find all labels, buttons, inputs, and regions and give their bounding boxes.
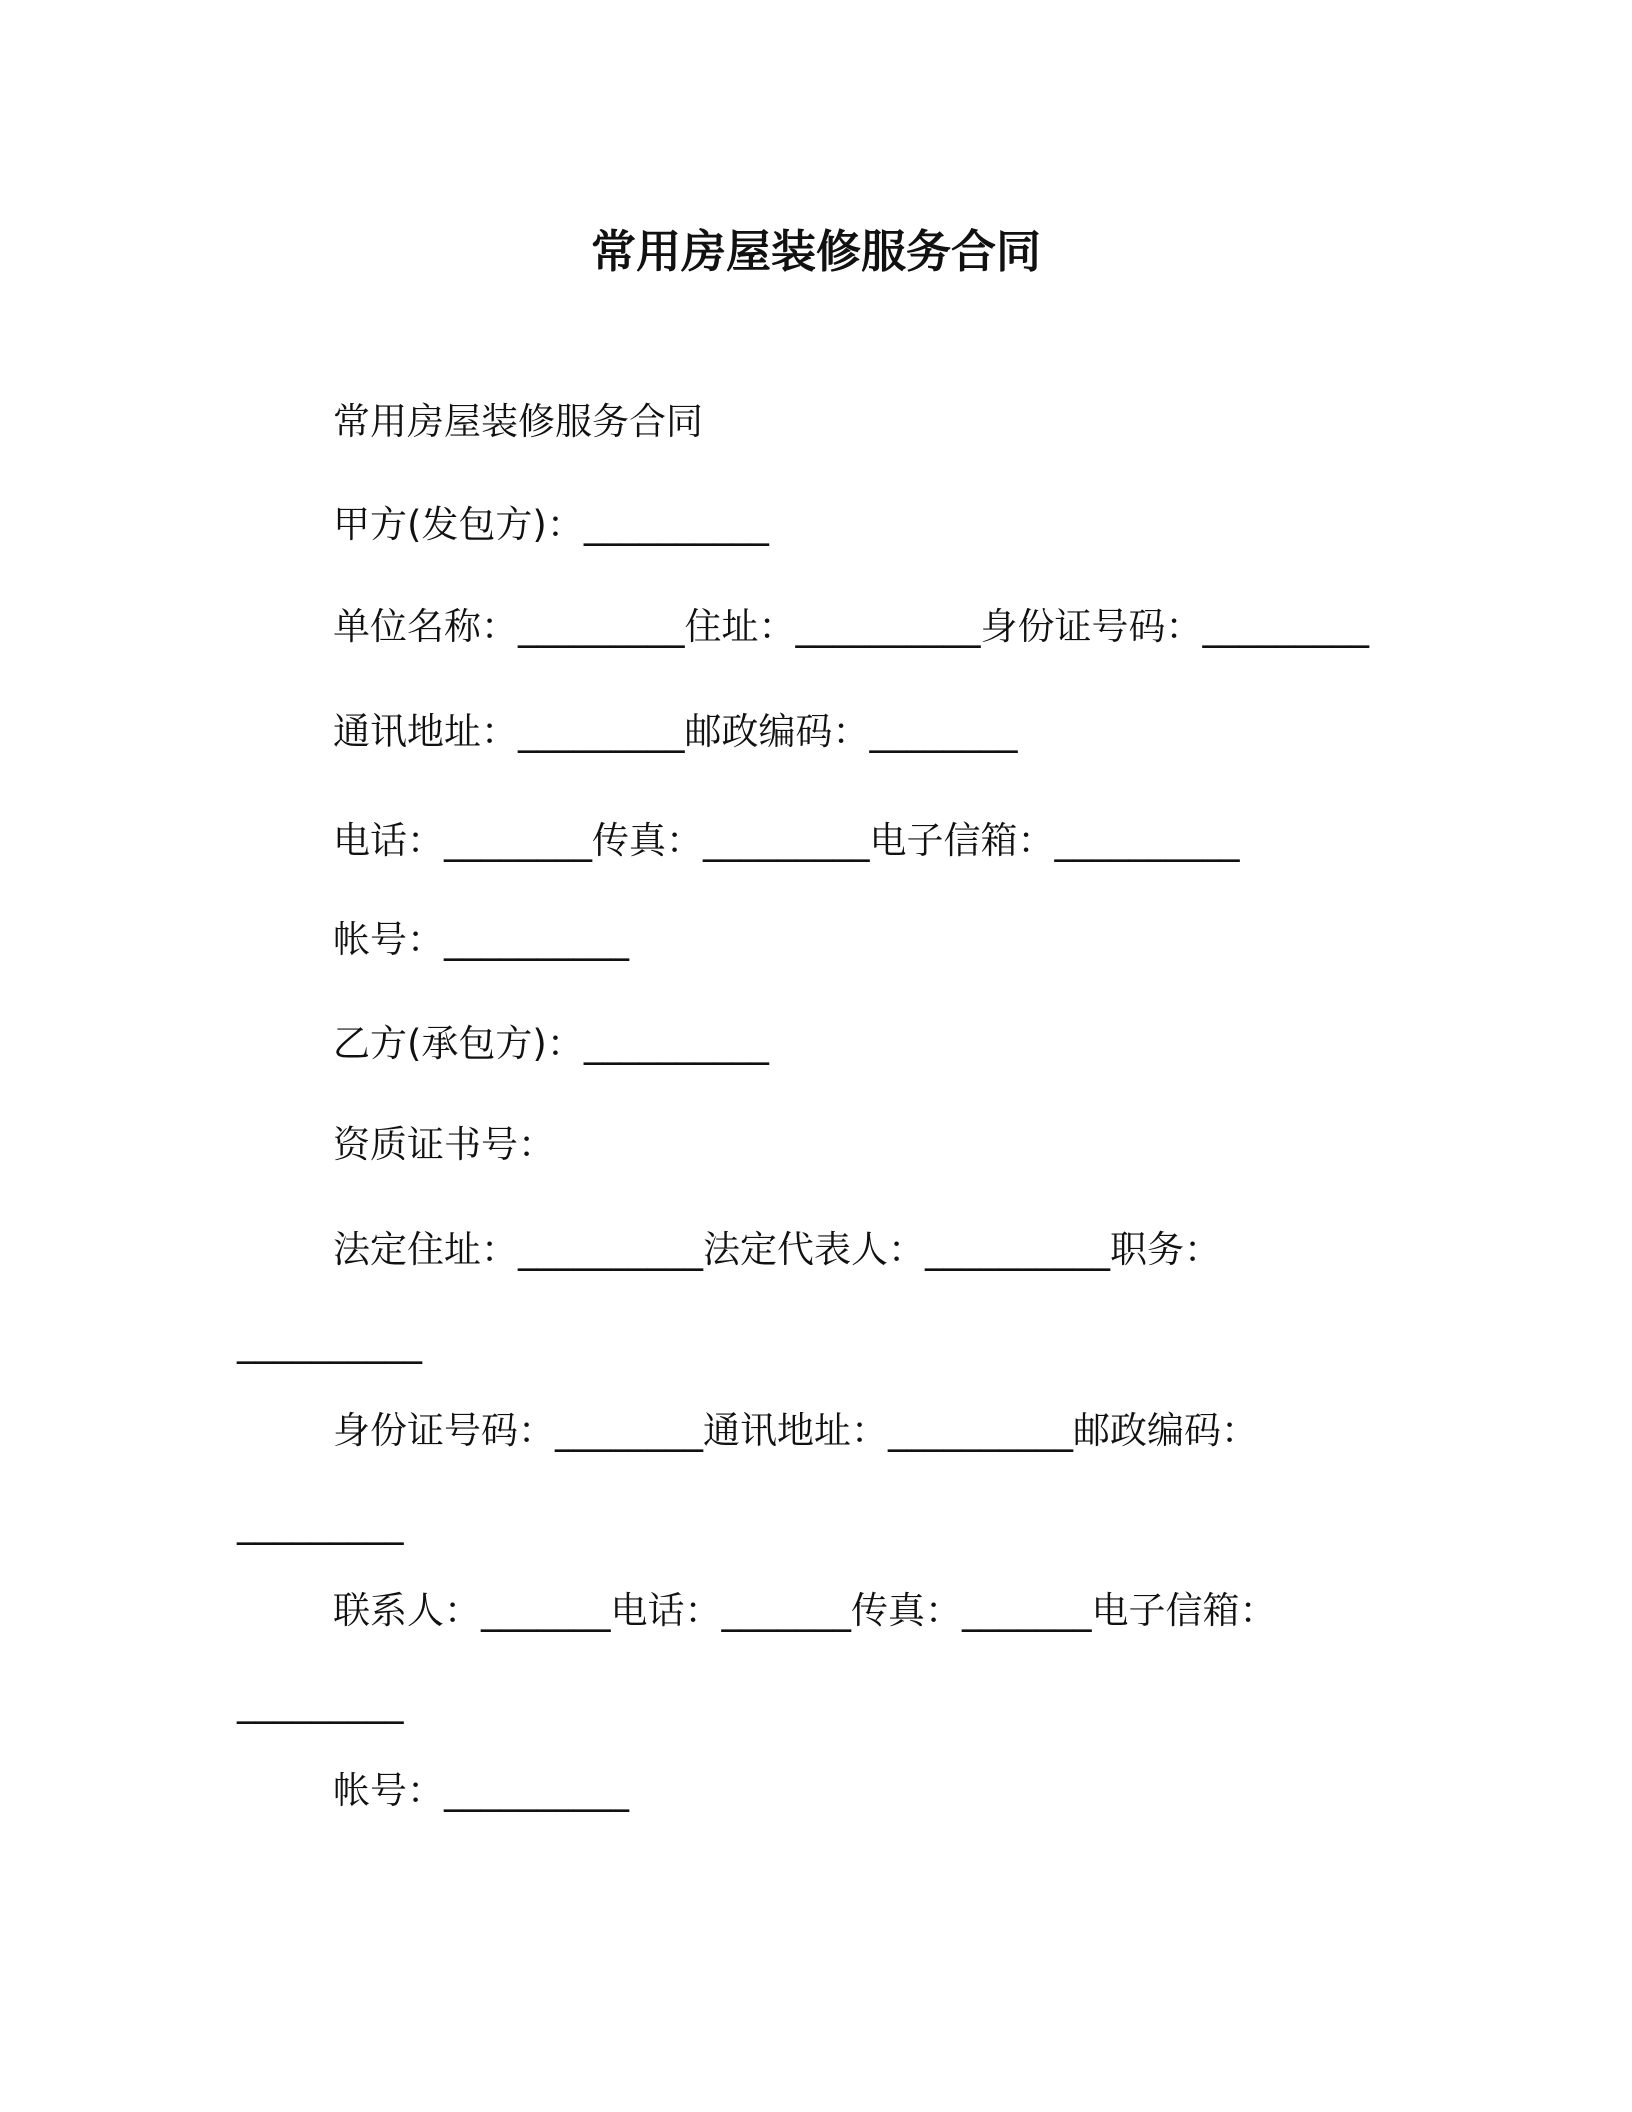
party-a-line: 甲方(发包方)：__________: [333, 503, 769, 546]
contract-subtitle: 常用房屋装修服务合同: [333, 400, 703, 443]
party-a-phone-fax-email-line: 电话：________传真：_________电子信箱：__________: [333, 819, 1240, 862]
party-b-postcode-blank-line: _________: [237, 1502, 404, 1545]
party-a-account-line: 帐号：__________: [333, 918, 629, 961]
party-b-line: 乙方(承包方)：__________: [333, 1022, 769, 1065]
party-b-email-blank-line: _________: [237, 1681, 404, 1724]
party-b-account-line: 帐号：__________: [333, 1769, 629, 1812]
party-b-contact-phone-fax-email-line: 联系人：_______电话：_______传真：_______电子信箱：: [333, 1589, 1277, 1632]
party-b-legal-address-representative-line: 法定住址：__________法定代表人：__________职务：: [333, 1228, 1221, 1271]
party-a-unit-address-id-line: 单位名称：_________住址：__________身份证号码：_________: [333, 605, 1369, 648]
party-b-qualification-line: 资质证书号：: [333, 1123, 555, 1166]
party-b-id-mailing-postcode-line: 身份证号码：________通讯地址：__________邮政编码：: [333, 1409, 1258, 1452]
document-title: 常用房屋装修服务合同: [590, 225, 1041, 278]
party-b-position-blank-line: __________: [237, 1321, 422, 1364]
party-a-mailing-postcode-line: 通讯地址：_________邮政编码：________: [333, 710, 1018, 753]
